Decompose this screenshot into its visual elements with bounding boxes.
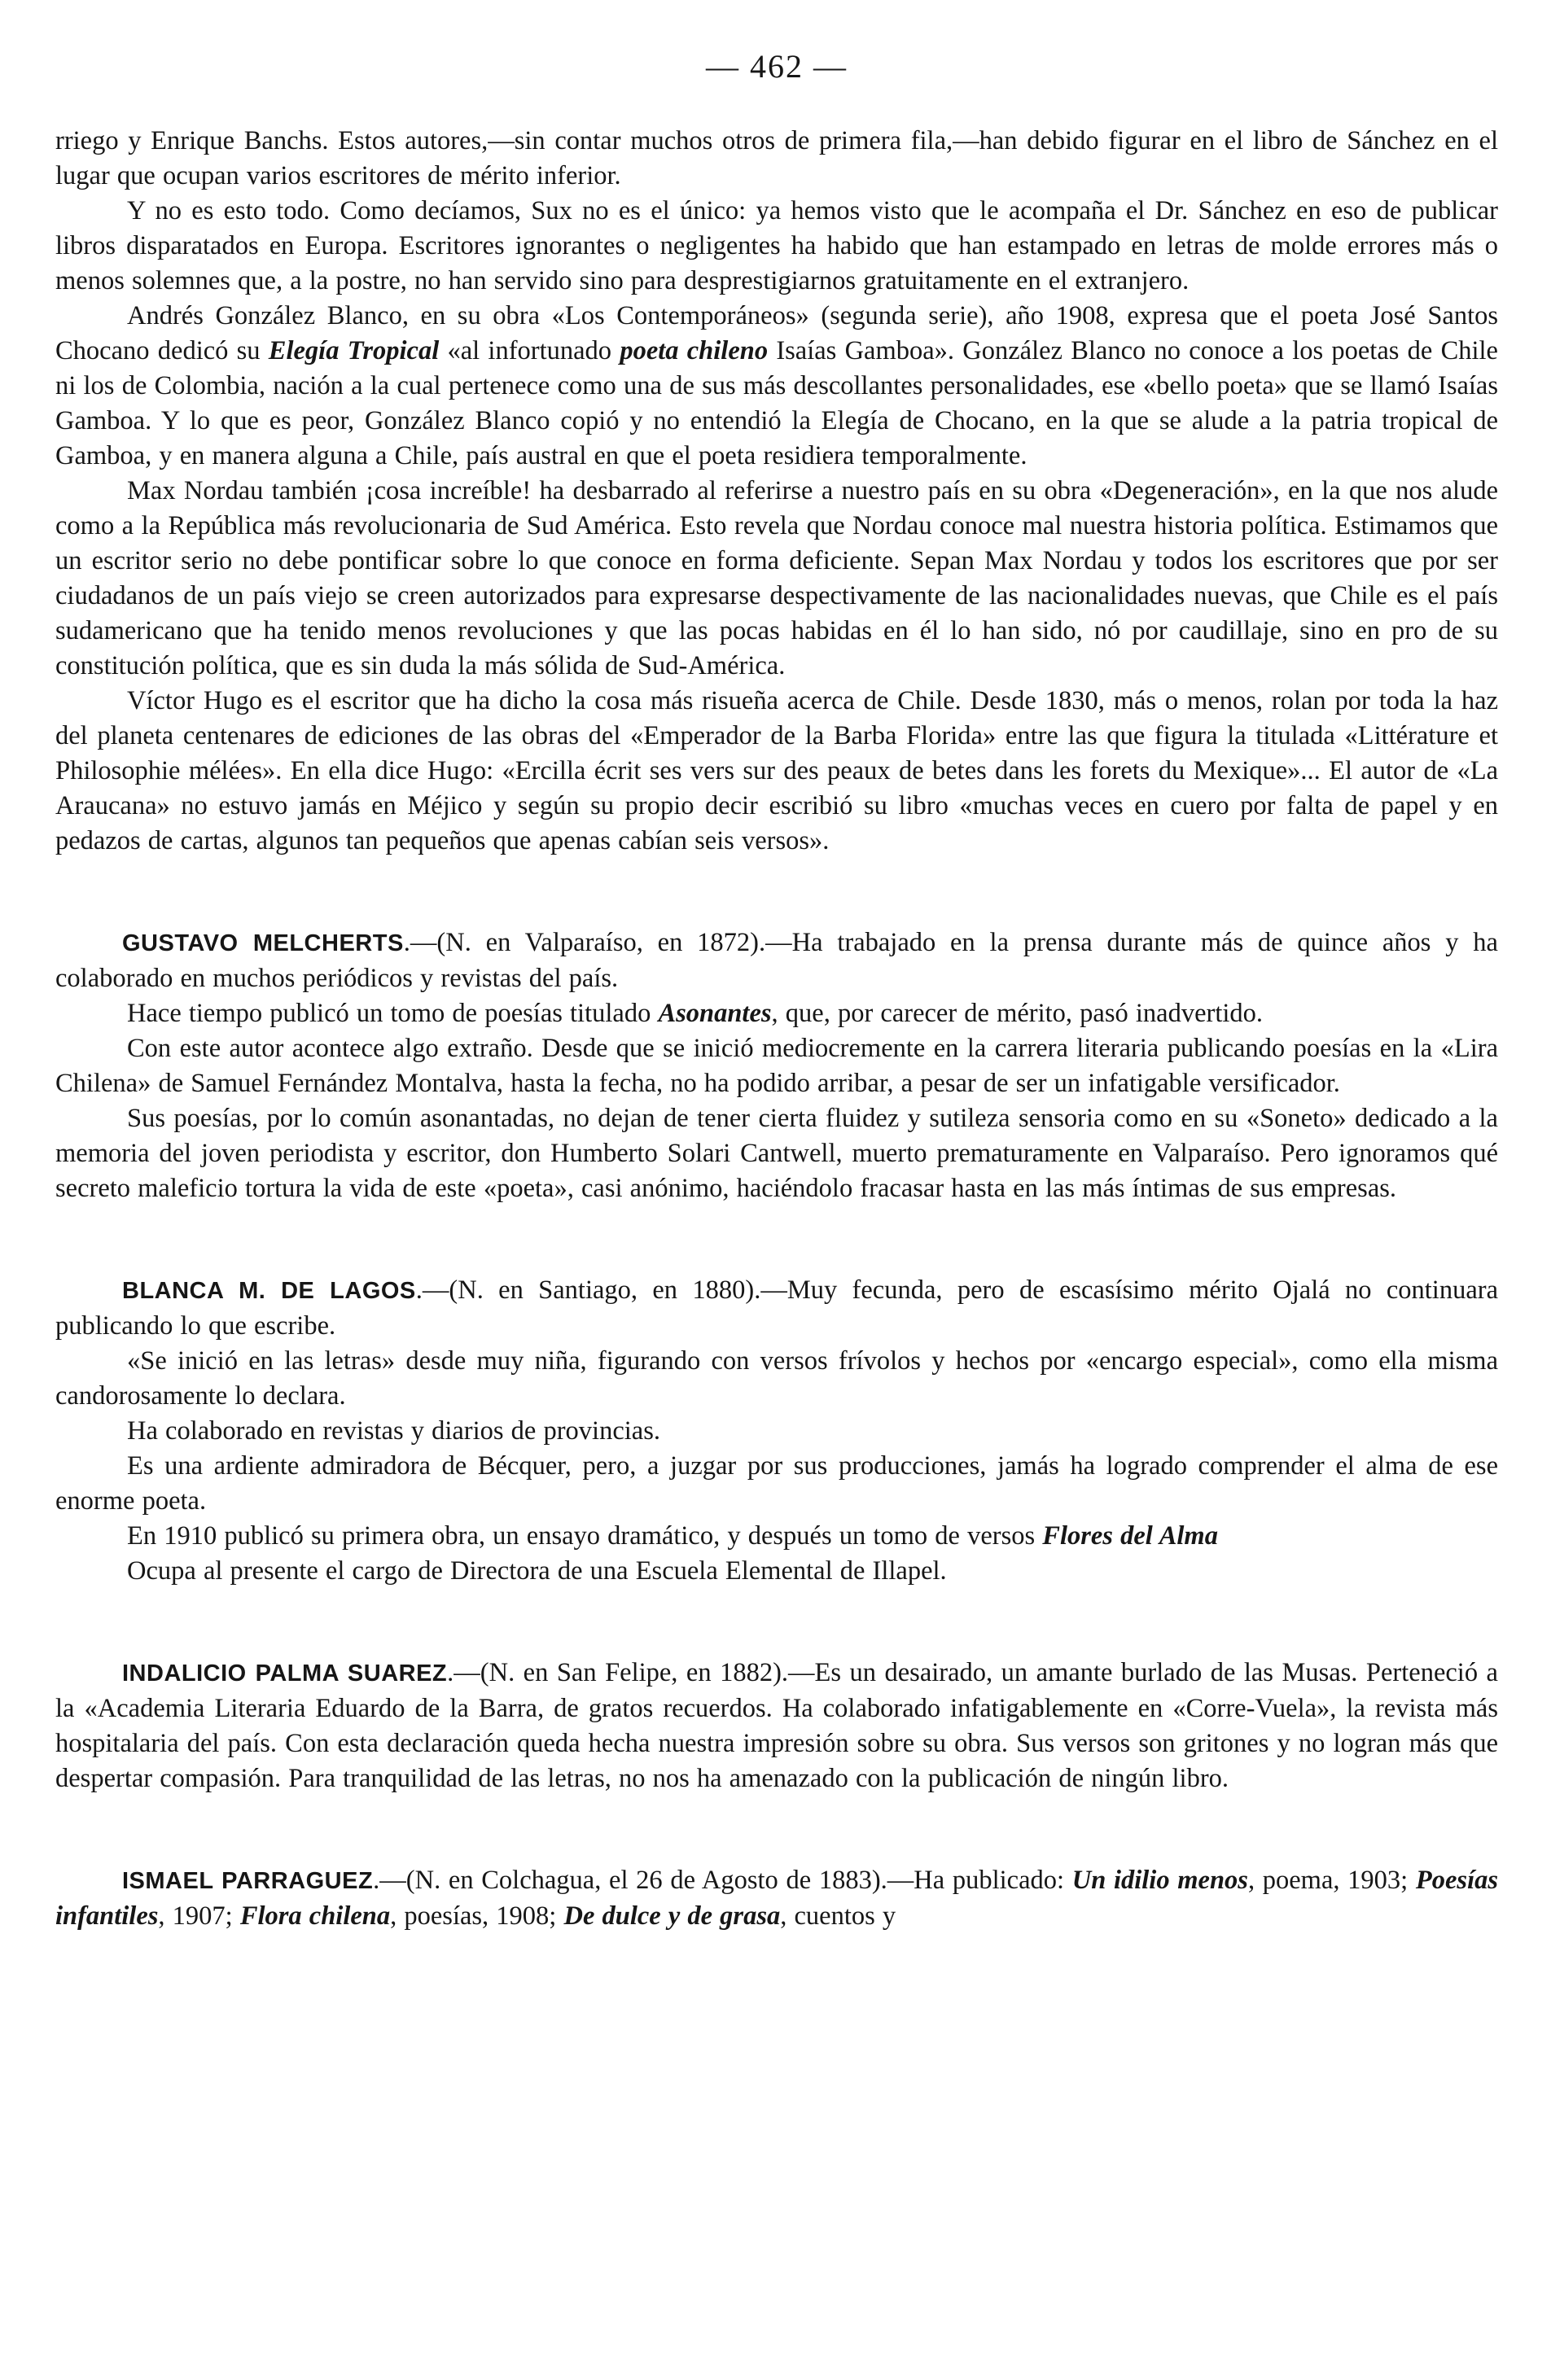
emphasis: poeta chileno <box>620 336 769 365</box>
book-title: Flores del Alma <box>1042 1521 1218 1551</box>
text-run: .—(N. en San Felipe, en 1882).—Es un desairado, un amante burlado de las Musas. Perteneció a la «Academia Literaria Eduardo de la Barra, de gratos recuerdos. Ha colaborado infatigablemente en «Corre-Vuela», la revista más hospitalaria del país. Con esta declaración queda hecha nuestra impresión sobre su obra. Sus versos son gritones y no logran más que despertar compasión. Para tranquilidad de las letras, no nos ha amenazado con la publicación de ningún libro. <box>55 1658 1498 1793</box>
intro-section <box>55 124 1498 859</box>
text-run: .—(N. en Santiago, en 1880).—Muy fecunda, pero de escasísimo mérito Ojalá no continuara publicando lo que escribe. <box>55 1275 1498 1341</box>
book-title: Asonantes <box>658 999 772 1028</box>
book-title: De dulce y de grasa <box>563 1901 781 1931</box>
book-title: Elegía Tropical <box>268 336 440 365</box>
page-number: — 462 — <box>706 48 848 85</box>
paragraph: Sus poesías, por lo común asonantadas, no dejan de tener cierta fluidez y sutileza sensoria como en su «Soneto» dedicado a la memoria del joven periodista y escritor, don Humberto Solari Cantwell, muerto prematuramente en Valparaíso. Pero ignoramos qué secreto maleficio tortura la vida de este «poeta», casi anónimo, haciéndolo fracasar hasta en las más íntimas de sus empresas. <box>55 1104 1498 1203</box>
text-run: , cuentos y <box>780 1901 896 1931</box>
text-run: Andrés González Blanco, en su obra «Los Contemporáneos» (segunda serie), año 1908, expresa que el poeta José Santos Chocano dedicó su <box>55 301 1498 365</box>
text-run: En 1910 publicó su primera obra, un ensayo dramático, y después un tomo de versos <box>127 1521 1043 1551</box>
book-title: Flora chilena <box>239 1901 391 1931</box>
entry-lagos <box>55 1273 1498 1589</box>
text-run: .—(N. en Colchagua, el 26 de Agosto de 1883).—Ha publicado: <box>373 1866 1072 1895</box>
author-name: INDALICIO PALMA SUAREZ <box>122 1660 448 1687</box>
paragraph <box>55 1519 1498 1554</box>
entry-heading <box>55 1656 1498 1796</box>
text-run: .—(N. en Valparaíso, en 1872).—Ha trabajado en la prensa durante más de quince años y ha colaborado en muchos periódicos y revistas del país. <box>55 928 1498 993</box>
entry-heading <box>55 925 1498 996</box>
text-run: , 1907; <box>158 1901 240 1931</box>
author-name: BLANCA M. DE LAGOS <box>122 1278 416 1304</box>
paragraph: Ha colaborado en revistas y diarios de provincias. <box>127 1416 660 1446</box>
text-run: Isaías Gamboa». González Blanco no conoce a los poetas de Chile ni los de Colombia, nación a la cual pertenece como una de sus más descollantes personalidades, ese «bello poeta» que se llamó Isaías Gamboa. Y lo que es peor, González Blanco copió y no entendió la Elegía de Chocano, en la que se alude a la patria tropical de Gamboa, y en manera alguna a Chile, país austral en que el poeta residiera temporalmente. <box>55 336 1498 470</box>
text-run: «al infortunado <box>439 336 620 365</box>
paragraph: Con este autor acontece algo extraño. Desde que se inició mediocremente en la carrera literaria publicando poesías en la «Lira Chilena» de Samuel Fernández Montalva, hasta la fecha, no ha podido arribar, a pesar de ser un infatigable versificador. <box>55 1034 1498 1098</box>
paragraph: Max Nordau también ¡cosa increíble! ha desbarrado al referirse a nuestro país en su obra «Degeneración», en la que nos alude como a la República más revolucionaria de Sud América. Esto revela que Nordau conoce mal nuestra historia política. Estimamos que un escritor serio no debe pontificar sobre lo que conoce en forma deficiente. Sepan Max Nordau y todos los escritores que por ser ciudadanos de un país viejo se creen autorizados para expresarse despectivamente de las nacionalidades nuevas, que Chile es el país sudamericano que ha tenido menos revoluciones y que las pocas habidas en él lo han sido, nó por caudillaje, sino en pro de su constitución política, que es sin duda la más sólida de Sud-América. <box>55 476 1498 680</box>
entry-palma <box>55 1656 1498 1796</box>
entry-heading <box>55 1273 1498 1344</box>
text-run: , que, por carecer de mérito, pasó inadvertido. <box>771 999 1264 1028</box>
book-title: Un idilio menos <box>1071 1866 1248 1895</box>
author-name: ISMAEL PARRAGUEZ <box>122 1868 374 1894</box>
paragraph: «Se inició en las letras» desde muy niña, figurando con versos frívolos y hechos por «encargo especial», como ella misma candorosamente lo declara. <box>55 1346 1498 1411</box>
paragraph <box>55 299 1498 474</box>
author-name: GUSTAVO MELCHERTS <box>122 930 404 956</box>
paragraph: rriego y Enrique Banchs. Estos autores,—sin contar muchos otros de primera fila,—han debido figurar en el libro de Sánchez en el lugar que ocupan varios escritores de mérito inferior. <box>55 126 1498 190</box>
paragraph: Y no es esto todo. Como decíamos, Sux no es el único: ya hemos visto que le acompaña el Dr. Sánchez en eso de publicar libros disparatados en Europa. Escritores ignorantes o negligentes ha habido que han estampado en letras de molde errores más o menos solemnes que, a la postre, no han servido sino para desprestigiarnos gratuitamente en el extranjero. <box>55 196 1498 295</box>
text-run: Hace tiempo publicó un tomo de poesías titulado <box>127 999 659 1028</box>
page <box>55 42 1498 1934</box>
paragraph: Víctor Hugo es el escritor que ha dicho la cosa más risueña acerca de Chile. Desde 1830, más o menos, rolan por toda la haz del planeta centenares de ediciones de las obras del «Emperador de la Barba Florida» entre las que figura la titulada «Littérature et Philosophie mélées». En ella dice Hugo: «Ercilla écrit ses vers sur des peaux de betes dans les forets du Mexique»... El autor de «La Araucana» no estuvo jamás en Méjico y según su propio decir escribió su libro «muchas veces en cuero por falta de papel y en pedazos de cartas, algunos tan pequeños que apenas cabían seis versos». <box>55 686 1498 855</box>
paragraph <box>55 996 1498 1031</box>
entry-melcherts <box>55 925 1498 1206</box>
book-title: Poesías infantiles <box>55 1866 1498 1931</box>
text-run: , poesías, 1908; <box>390 1901 564 1931</box>
paragraph: Ocupa al presente el cargo de Directora de una Escuela Elemental de Illapel. <box>127 1556 947 1586</box>
paragraph: Es una ardiente admiradora de Bécquer, pero, a juzgar por sus producciones, jamás ha logrado comprender el alma de ese enorme poeta. <box>55 1451 1498 1516</box>
entry-heading <box>55 1863 1498 1934</box>
entry-parraguez <box>55 1863 1498 1934</box>
text-run: , poema, 1903; <box>1247 1866 1416 1895</box>
